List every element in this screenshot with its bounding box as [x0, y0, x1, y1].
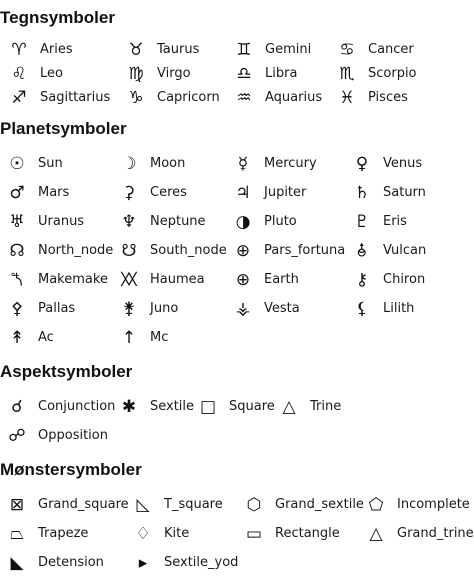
symbol-label: Chiron [383, 272, 426, 287]
symbol-entry-sextile [118, 396, 194, 418]
symbol-label: Gemini [265, 42, 312, 57]
symbol-label: Sextile_yod [164, 555, 239, 570]
symbol-entry-juno [118, 298, 178, 320]
symbol-entry-capricorn [125, 87, 220, 109]
symbol-entry-opposition [6, 425, 108, 447]
symbol-entry-trine [278, 396, 341, 418]
leo-icon: ♌︎ [11, 64, 27, 84]
neptune-icon: ♆ [121, 212, 137, 232]
kite-icon: ♢ [135, 524, 151, 544]
scorpio-icon: ♏︎ [339, 64, 355, 84]
conjunction-icon: ☌ [11, 397, 23, 417]
ceres-icon: ⚳ [122, 183, 136, 203]
symbol-entry-detension [6, 552, 104, 574]
vesta-icon: ⚶ [235, 299, 251, 319]
pallas-icon: ⚴ [10, 299, 24, 319]
symbol-entry-chiron [351, 269, 425, 291]
patterns-heading: Mønstersymboler [0, 460, 142, 479]
symbol-label: Sextile [150, 399, 195, 414]
symbol-entry-vesta [232, 298, 300, 320]
symbol-entry-square [197, 396, 275, 418]
symbol-entry-sun [6, 153, 63, 175]
jupiter-icon: ♃ [235, 183, 251, 203]
libra-icon: ♎︎ [236, 64, 252, 84]
symbol-label: Taurus [157, 42, 200, 57]
symbol-entry-grand-trine [365, 523, 474, 545]
symbol-label: Leo [40, 66, 63, 81]
symbol-label: Pluto [264, 214, 297, 229]
sextile-icon: ✱ [121, 397, 137, 417]
symbol-label: Grand_trine [397, 526, 474, 541]
symbol-label: Rectangle [275, 526, 340, 541]
opposition-icon: ☍ [8, 426, 26, 446]
symbol-entry-south-node [118, 240, 227, 262]
symbol-label: Uranus [38, 214, 85, 229]
symbol-entry-pisces [336, 87, 408, 109]
symbol-label: Jupiter [264, 185, 307, 200]
makemake-icon: ⯲ [11, 270, 23, 290]
symbol-label: Sagittarius [40, 90, 111, 105]
square-icon: □ [199, 397, 217, 417]
planets-heading: Planetsymboler [0, 119, 127, 138]
taurus-icon: ♉︎ [128, 40, 144, 60]
cancer-icon: ♋︎ [339, 40, 355, 60]
symbol-label: Grand_square [38, 497, 129, 512]
symbol-label: Pallas [38, 301, 76, 316]
south-node-icon: ☋ [121, 241, 137, 261]
symbol-label: Opposition [38, 428, 108, 443]
symbol-entry-pars-fortuna [232, 240, 345, 262]
symbol-label: Mars [38, 185, 70, 200]
symbol-entry-mc [118, 327, 168, 349]
symbol-label: Haumea [150, 272, 205, 287]
sun-icon: ☉ [9, 154, 25, 174]
symbol-entry-vulcan [351, 240, 426, 262]
detension-icon: ◣ [10, 553, 24, 573]
symbol-entry-ac [6, 327, 54, 349]
grand-square-icon: ⊠ [9, 495, 25, 515]
symbol-label: T_square [164, 497, 223, 512]
symbol-label: Libra [265, 66, 298, 81]
symbol-label: Eris [383, 214, 407, 229]
symbol-entry-conjunction [6, 396, 115, 418]
symbol-entry-aries [8, 39, 73, 61]
symbol-label: Virgo [157, 66, 191, 81]
symbol-label: Kite [164, 526, 190, 541]
t-square-icon: ◺ [136, 495, 150, 515]
symbol-entry-grand-sextile [243, 494, 364, 516]
symbol-entry-pluto [232, 211, 297, 233]
symbol-label: Vulcan [383, 243, 427, 258]
trapeze-icon: ⏢ [10, 524, 24, 544]
symbol-entry-cancer [336, 39, 414, 61]
symbol-label: South_node [150, 243, 227, 258]
symbol-label: Saturn [383, 185, 426, 200]
virgo-icon: ♍︎ [128, 64, 144, 84]
pars-fortuna-icon: ⊕ [235, 241, 251, 261]
symbol-entry-eris [351, 211, 407, 233]
haumea-icon: ⯵ [119, 270, 139, 290]
venus-icon: ♀ [355, 154, 369, 174]
symbol-entry-incomplete [365, 494, 470, 516]
capricorn-icon: ♑︎ [128, 88, 144, 108]
symbol-entry-t-square [132, 494, 223, 516]
symbol-label: Vesta [264, 301, 300, 316]
symbol-label: Square [229, 399, 275, 414]
grand-trine-icon: △ [369, 524, 383, 544]
symbol-entry-makemake [6, 269, 108, 291]
symbol-entry-venus [351, 153, 422, 175]
symbol-label: Neptune [150, 214, 206, 229]
pluto-icon: ◑ [235, 212, 251, 232]
symbol-label: Trine [310, 399, 342, 414]
gemini-icon: ♊︎ [236, 40, 252, 60]
symbol-label: Mc [150, 330, 169, 345]
rectangle-icon: ▭ [245, 524, 263, 544]
chiron-icon: ⚷ [355, 270, 369, 290]
symbol-label: Makemake [38, 272, 108, 287]
moon-icon: ☽ [121, 154, 137, 174]
symbol-entry-sagittarius [8, 87, 110, 109]
symbol-label: Grand_sextile [275, 497, 364, 512]
symbol-entry-mars [6, 182, 69, 204]
vulcan-icon: ⯗ [356, 241, 368, 261]
mars-icon: ♂ [9, 183, 25, 203]
lilith-icon: ⚸ [355, 299, 369, 319]
symbol-entry-north-node [6, 240, 113, 262]
symbol-entry-pallas [6, 298, 75, 320]
symbol-entry-gemini [233, 39, 311, 61]
symbol-label: Ceres [150, 185, 187, 200]
symbol-label: Trapeze [38, 526, 89, 541]
sextile-yod-icon: ▸ [138, 553, 148, 573]
north-node-icon: ☊ [9, 241, 25, 261]
symbol-entry-taurus [125, 39, 199, 61]
symbol-entry-leo [8, 63, 63, 85]
incomplete-icon: ⬠ [368, 495, 384, 515]
grand-sextile-icon: ⬡ [246, 495, 262, 515]
symbol-entry-sextile-yod [132, 552, 238, 574]
symbol-label: Lilith [383, 301, 415, 316]
symbol-label: North_node [38, 243, 114, 258]
symbol-label: Detension [38, 555, 104, 570]
symbol-entry-ceres [118, 182, 187, 204]
symbol-entry-earth [232, 269, 299, 291]
aquarius-icon: ♒︎ [236, 88, 252, 108]
uranus-icon: ♅ [9, 212, 25, 232]
symbol-entry-libra [233, 63, 297, 85]
eris-icon: ♇ [354, 212, 370, 232]
signs-heading: Tegnsymboler [0, 8, 115, 27]
earth-icon: ⊕ [235, 270, 251, 290]
aries-icon: ♈︎ [11, 40, 27, 60]
symbol-label: Pisces [368, 90, 408, 105]
ascendant-icon: ↟ [9, 328, 25, 348]
mercury-icon: ☿ [237, 154, 249, 174]
symbol-label: Conjunction [38, 399, 116, 414]
symbol-entry-mercury [232, 153, 317, 175]
symbol-entry-virgo [125, 63, 191, 85]
symbol-label: Aries [40, 42, 73, 57]
symbol-label: Capricorn [157, 90, 220, 105]
saturn-icon: ♄ [354, 183, 370, 203]
symbol-entry-grand-square [6, 494, 129, 516]
symbol-label: Earth [264, 272, 299, 287]
sagittarius-icon: ♐︎ [11, 88, 27, 108]
symbol-entry-aquarius [233, 87, 322, 109]
symbol-label: Pars_fortuna [264, 243, 346, 258]
symbol-entry-neptune [118, 211, 206, 233]
symbol-label: Venus [383, 156, 423, 171]
juno-icon: ⚵ [122, 299, 136, 319]
symbol-entry-trapeze [6, 523, 88, 545]
symbol-label: Mercury [264, 156, 317, 171]
symbol-entry-rectangle [243, 523, 340, 545]
symbol-label: Juno [150, 301, 179, 316]
symbol-entry-saturn [351, 182, 426, 204]
trine-icon: △ [282, 397, 296, 417]
symbol-entry-scorpio [336, 63, 417, 85]
symbol-label: Ac [38, 330, 54, 345]
symbol-label: Incomplete [397, 497, 470, 512]
symbol-label: Scorpio [368, 66, 417, 81]
symbol-entry-jupiter [232, 182, 306, 204]
symbol-label: Cancer [368, 42, 414, 57]
symbol-entry-lilith [351, 298, 414, 320]
symbol-entry-uranus [6, 211, 84, 233]
pisces-icon: ♓︎ [339, 88, 355, 108]
symbol-entry-haumea [118, 269, 205, 291]
symbol-entry-kite [132, 523, 189, 545]
symbol-label: Sun [38, 156, 63, 171]
midheaven-icon: ↑ [121, 328, 137, 348]
symbol-label: Moon [150, 156, 186, 171]
symbol-label: Aquarius [265, 90, 323, 105]
symbol-entry-moon [118, 153, 185, 175]
aspects-heading: Aspektsymboler [0, 362, 133, 381]
